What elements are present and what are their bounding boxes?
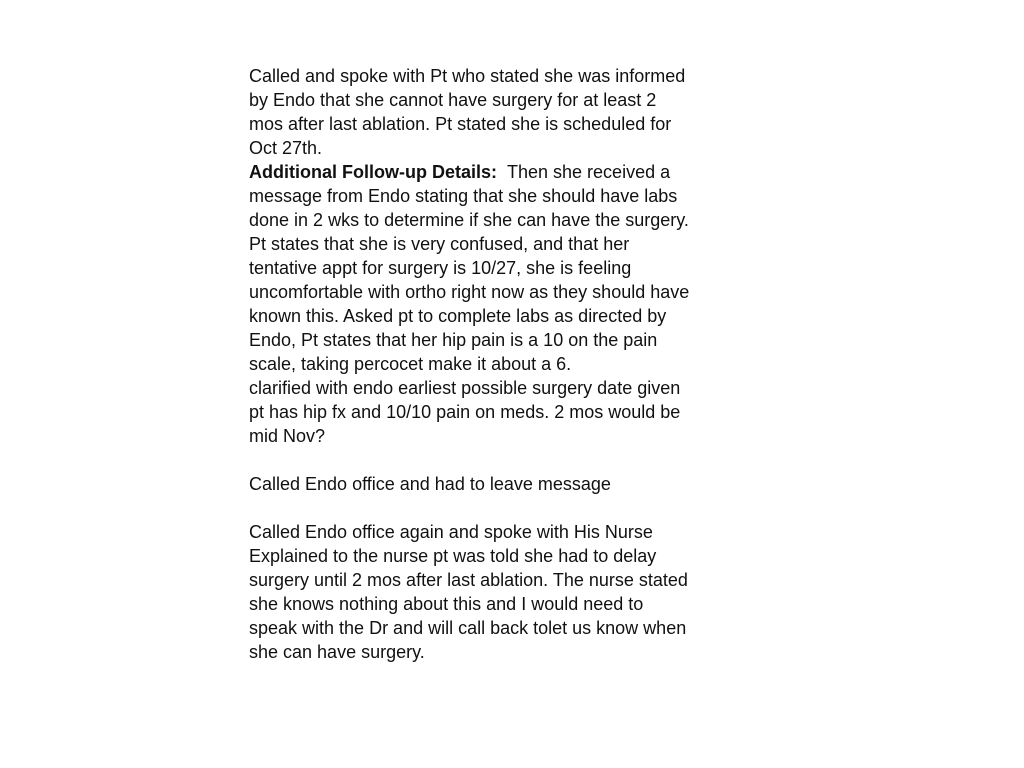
- note-line: Called Endo office and had to leave message: [249, 474, 611, 494]
- note-line: Called Endo office again and spoke with His Nurse: [249, 522, 653, 542]
- note-line: done in 2 wks to determine if she can have the surgery.: [249, 210, 689, 230]
- note-line: clarified with endo earliest possible surgery date given: [249, 378, 681, 398]
- note-line: known this. Asked pt to complete labs as directed by: [249, 306, 667, 326]
- note-line: Called and spoke with Pt who stated she was informed: [249, 66, 686, 86]
- note-line-text: Then she received a: [507, 162, 671, 182]
- note-line: pt has hip fx and 10/10 pain on meds. 2 mos would be: [249, 402, 681, 422]
- note-line: by Endo that she cannot have surgery for at least 2: [249, 90, 657, 110]
- note-line: Oct 27th.: [249, 138, 323, 158]
- note-line: Endo, Pt states that her hip pain is a 10 on the pain: [249, 330, 658, 350]
- paragraph-spacer: [249, 496, 749, 520]
- note-line: mos after last ablation. Pt stated she is scheduled for: [249, 114, 672, 134]
- note-line: Pt states that she is very confused, and that her: [249, 234, 630, 254]
- follow-up-note: [249, 64, 749, 664]
- note-line: message from Endo stating that she should have labs: [249, 186, 678, 206]
- note-line: she can have surgery.: [249, 642, 425, 662]
- note-line: uncomfortable with ortho right now as they should have: [249, 282, 690, 302]
- note-line: surgery until 2 mos after last ablation. The nurse stated: [249, 570, 688, 590]
- note-line: speak with the Dr and will call back tolet us know when: [249, 618, 687, 638]
- additional-details-label: Additional Follow-up Details:: [249, 162, 497, 182]
- paragraph-spacer: [249, 448, 749, 472]
- note-line: Explained to the nurse pt was told she had to delay: [249, 546, 657, 566]
- note-line: tentative appt for surgery is 10/27, she is feeling: [249, 258, 632, 278]
- note-line: mid Nov?: [249, 426, 326, 446]
- note-line: scale, taking percocet make it about a 6.: [249, 354, 572, 374]
- additional-details-line: [249, 160, 749, 184]
- note-line: she knows nothing about this and I would need to: [249, 594, 644, 614]
